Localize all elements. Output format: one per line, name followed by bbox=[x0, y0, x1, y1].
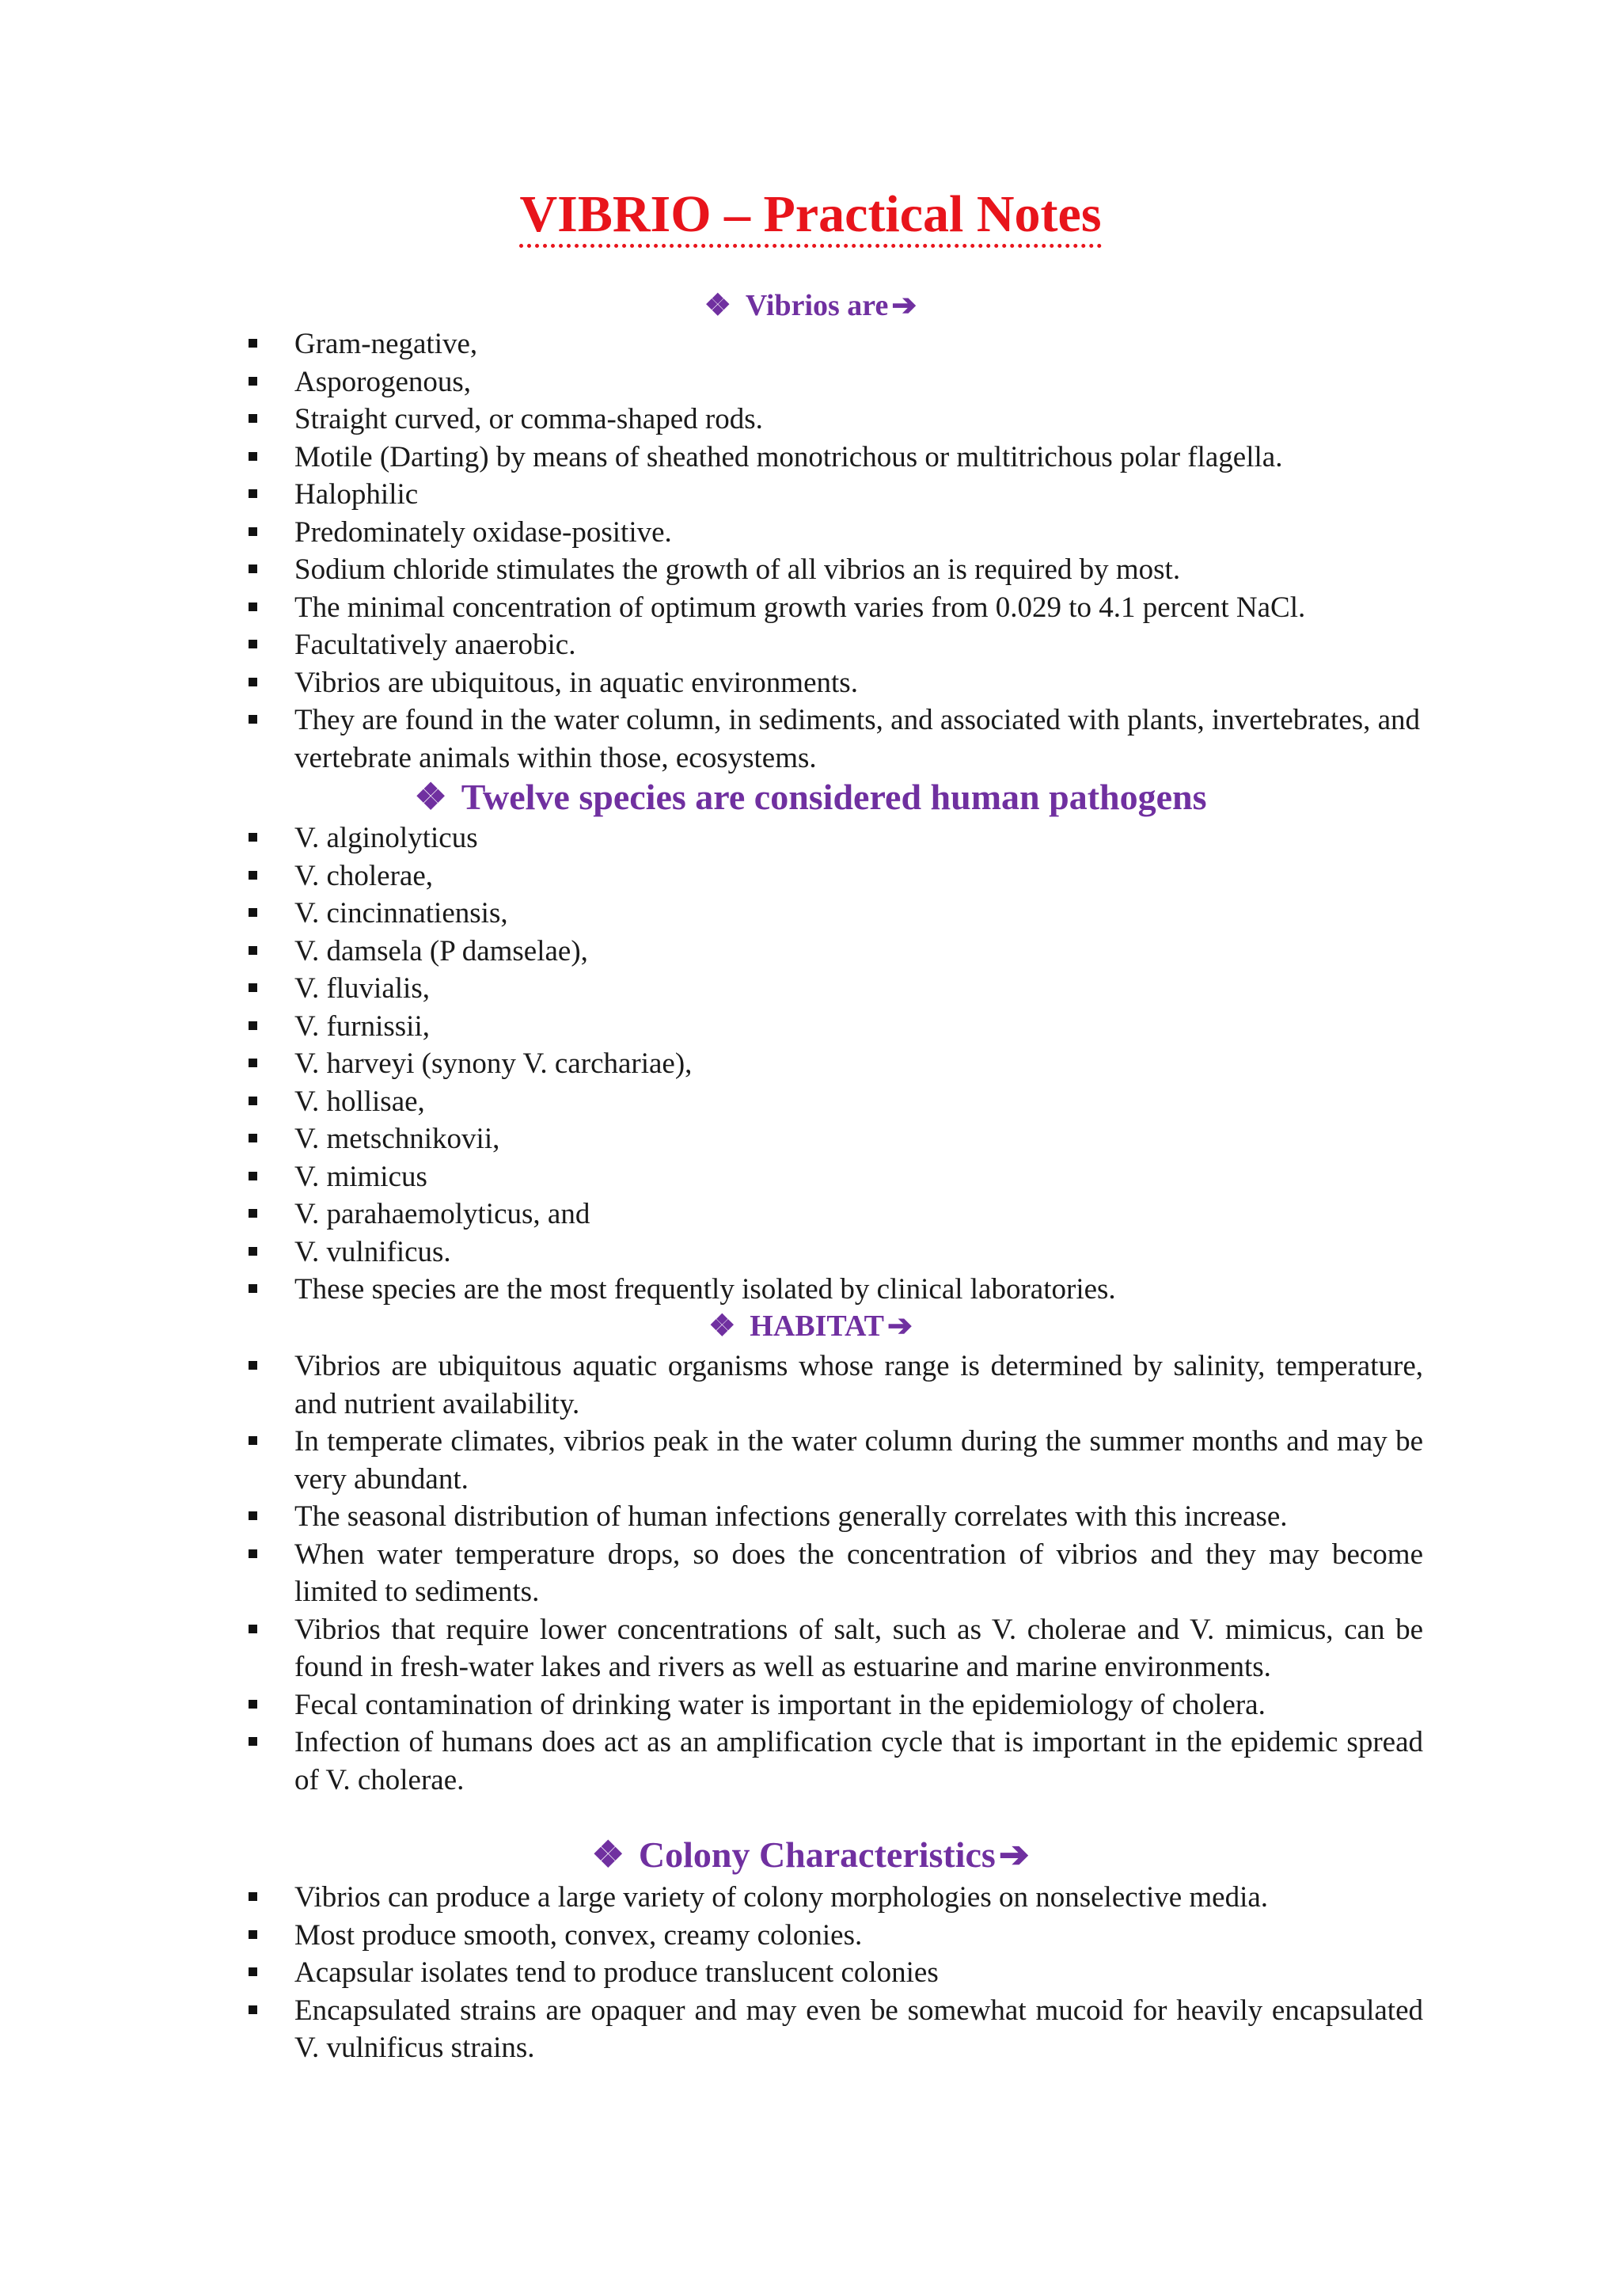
list-item: Asporogenous, bbox=[249, 363, 1423, 401]
square-bullet-icon bbox=[249, 908, 257, 917]
list-item: Sodium chloride stimulates the growth of all vibrios an is required by most. bbox=[249, 551, 1423, 589]
square-bullet-icon bbox=[249, 1700, 257, 1709]
square-bullet-icon bbox=[249, 1209, 257, 1218]
list-item: V. fluvialis, bbox=[249, 970, 1423, 1008]
square-bullet-icon bbox=[249, 1021, 257, 1030]
square-bullet-icon bbox=[249, 377, 257, 386]
list-item: Halophilic bbox=[249, 476, 1423, 514]
arrow-right-icon: ➔ bbox=[886, 1310, 913, 1343]
square-bullet-icon bbox=[249, 715, 257, 724]
habitat-list bbox=[249, 1348, 1423, 1799]
section-heading-text: HABITAT bbox=[750, 1310, 884, 1343]
list-item: When water temperature drops, so does the concentration of vibrios and they may become limited to sediments. bbox=[249, 1536, 1423, 1611]
list-item: V. metschnikovii, bbox=[249, 1120, 1423, 1158]
square-bullet-icon bbox=[249, 564, 257, 573]
list-item: V. parahaemolyticus, and bbox=[249, 1196, 1423, 1234]
square-bullet-icon bbox=[249, 946, 257, 955]
section-heading-text: Colony Characteristics bbox=[638, 1834, 996, 1875]
square-bullet-icon bbox=[249, 339, 257, 348]
list-item: The seasonal distribution of human infections generally correlates with this increase. bbox=[249, 1498, 1423, 1536]
list-item: V. harveyi (synony V. carchariae), bbox=[249, 1045, 1423, 1083]
list-item: V. mimicus bbox=[249, 1158, 1423, 1196]
square-bullet-icon bbox=[249, 1967, 257, 1976]
diamond-bullet-icon: ❖ bbox=[414, 777, 447, 817]
diamond-bullet-icon: ❖ bbox=[708, 1310, 736, 1343]
page-title bbox=[0, 185, 1621, 248]
list-item: Vibrios are ubiquitous, in aquatic environments. bbox=[249, 664, 1423, 702]
square-bullet-icon bbox=[249, 1059, 257, 1067]
list-item: V. alginolyticus bbox=[249, 819, 1423, 857]
square-bullet-icon bbox=[249, 1930, 257, 1939]
list-item: Facultatively anaerobic. bbox=[249, 626, 1423, 664]
list-item: V. damsela (P damselae), bbox=[249, 933, 1423, 971]
list-item: V. cincinnatiensis, bbox=[249, 895, 1423, 933]
square-bullet-icon bbox=[249, 414, 257, 423]
square-bullet-icon bbox=[249, 983, 257, 992]
list-item: Motile (Darting) by means of sheathed monotrichous or multitrichous polar flagella. bbox=[249, 439, 1423, 477]
list-item: Gram-negative, bbox=[249, 325, 1423, 363]
list-item: Encapsulated strains are opaquer and may even be somewhat mucoid for heavily encapsulated V. vulnificus strains. bbox=[249, 1992, 1423, 2067]
section-heading-pathogens bbox=[0, 779, 1621, 815]
square-bullet-icon bbox=[249, 833, 257, 842]
list-item: They are found in the water column, in sediments, and associated with plants, invertebrates, and vertebrate animals within those, ecosystems. bbox=[249, 701, 1423, 777]
list-item: Vibrios can produce a large variety of colony morphologies on nonselective media. bbox=[249, 1879, 1423, 1917]
square-bullet-icon bbox=[249, 1134, 257, 1142]
list-item: Predominately oxidase-positive. bbox=[249, 514, 1423, 552]
list-item: Acapsular isolates tend to produce translucent colonies bbox=[249, 1954, 1423, 1992]
square-bullet-icon bbox=[249, 1737, 257, 1746]
list-item: V. hollisae, bbox=[249, 1083, 1423, 1121]
arrow-right-icon: ➔ bbox=[891, 289, 917, 322]
square-bullet-icon bbox=[249, 489, 257, 498]
diamond-bullet-icon: ❖ bbox=[591, 1834, 624, 1875]
square-bullet-icon bbox=[249, 2005, 257, 2014]
square-bullet-icon bbox=[249, 1361, 257, 1370]
list-item: V. furnissii, bbox=[249, 1008, 1423, 1046]
list-item: V. vulnificus. bbox=[249, 1234, 1423, 1272]
list-item: Fecal contamination of drinking water is important in the epidemiology of cholera. bbox=[249, 1686, 1423, 1724]
list-item: V. cholerae, bbox=[249, 857, 1423, 895]
section-heading-text: Vibrios are bbox=[745, 289, 889, 322]
diamond-bullet-icon: ❖ bbox=[704, 289, 731, 322]
square-bullet-icon bbox=[249, 1247, 257, 1256]
list-item: Straight curved, or comma-shaped rods. bbox=[249, 401, 1423, 439]
square-bullet-icon bbox=[249, 1436, 257, 1445]
list-item: The minimal concentration of optimum growth varies from 0.029 to 4.1 percent NaCl. bbox=[249, 589, 1423, 627]
square-bullet-icon bbox=[249, 527, 257, 536]
list-item: These species are the most frequently isolated by clinical laboratories. bbox=[249, 1271, 1423, 1309]
section-heading-vibrios-are bbox=[0, 291, 1621, 321]
square-bullet-icon bbox=[249, 1511, 257, 1520]
list-item: Most produce smooth, convex, creamy colonies. bbox=[249, 1917, 1423, 1955]
square-bullet-icon bbox=[249, 640, 257, 648]
square-bullet-icon bbox=[249, 871, 257, 880]
section-heading-habitat bbox=[0, 1311, 1621, 1341]
page-title-text: VIBRIO – Practical Notes bbox=[519, 188, 1101, 248]
square-bullet-icon bbox=[249, 1284, 257, 1293]
arrow-right-icon: ➔ bbox=[998, 1834, 1030, 1875]
square-bullet-icon bbox=[249, 1549, 257, 1558]
section-heading-text: Twelve species are considered human pathogens bbox=[461, 777, 1207, 817]
list-item: In temperate climates, vibrios peak in the water column during the summer months and may be very abundant. bbox=[249, 1423, 1423, 1498]
square-bullet-icon bbox=[249, 1097, 257, 1105]
vibrios-properties-list bbox=[249, 325, 1423, 777]
list-item: Vibrios are ubiquitous aquatic organisms whose range is determined by salinity, temperature, and nutrient availability. bbox=[249, 1348, 1423, 1423]
square-bullet-icon bbox=[249, 603, 257, 611]
list-item: Vibrios that require lower concentrations of salt, such as V. cholerae and V. mimicus, can be found in fresh-water lakes and rivers as well as estuarine and marine environments. bbox=[249, 1611, 1423, 1686]
square-bullet-icon bbox=[249, 1172, 257, 1180]
square-bullet-icon bbox=[249, 1892, 257, 1901]
pathogen-species-list bbox=[249, 819, 1423, 1309]
square-bullet-icon bbox=[249, 1625, 257, 1633]
square-bullet-icon bbox=[249, 452, 257, 461]
list-item: Infection of humans does act as an amplification cycle that is important in the epidemic spread of V. cholerae. bbox=[249, 1724, 1423, 1799]
section-heading-colony bbox=[0, 1834, 1621, 1875]
colony-characteristics-list bbox=[249, 1879, 1423, 2067]
square-bullet-icon bbox=[249, 678, 257, 686]
